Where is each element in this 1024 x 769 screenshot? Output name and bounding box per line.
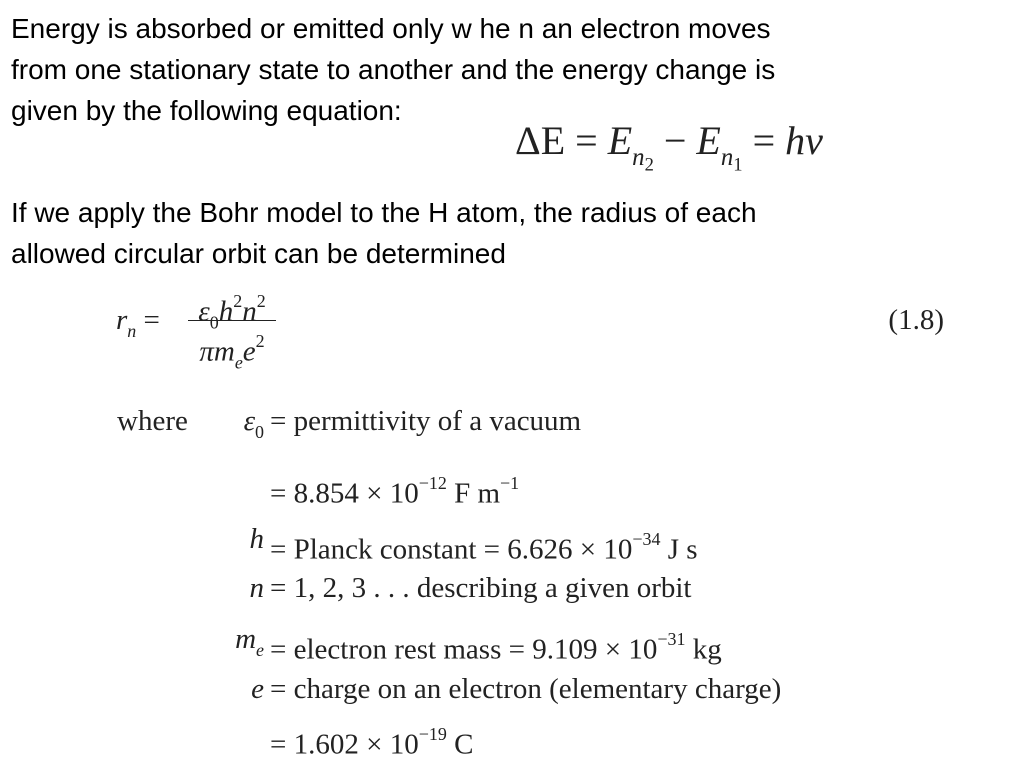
- definition-row: = $8.854 \times 10^{-12}$ F $m^{-1}$: [270, 473, 520, 510]
- definition-row: n = 1, 2, 3 . . . describing a given orbit: [270, 563, 691, 613]
- definition-row: = $1.602 \times 10^{-19}$ C: [270, 724, 474, 761]
- equals-sign: =: [565, 118, 608, 163]
- text-line: given by the following equation:: [11, 95, 402, 126]
- bohr-paragraph: [11, 192, 757, 274]
- subscript-n: n2: [632, 144, 654, 176]
- equation-number: (1.8): [888, 304, 944, 336]
- h-nu: hν: [785, 118, 823, 163]
- text-line: If we apply the Bohr model to the H atom, the radius of each: [11, 197, 757, 228]
- energy-change-equation: [515, 113, 823, 194]
- radius-equation: [116, 282, 956, 373]
- definition-symbol: n: [249, 572, 264, 604]
- definition-row: h = Planck constant = $6.626 \times 10^{-34}$ J s: [270, 514, 698, 564]
- definition-symbol: e: [251, 673, 264, 705]
- subscript-n: n1: [720, 144, 743, 176]
- text-line: Energy is absorbed or emitted only w he n an electron moves: [11, 13, 771, 44]
- equals-sign: =: [742, 118, 786, 163]
- radius-fraction: [184, 282, 280, 373]
- delta-e: ΔE: [515, 118, 566, 163]
- definition-row: $m_e$ = electron rest mass = $9.109 \times 10^{-31}$ kg: [270, 614, 722, 664]
- where-label: where: [117, 405, 188, 437]
- definition-row: e = charge on an electron (elementary charge): [270, 664, 781, 714]
- definition-row: $\varepsilon_0$ = permittivity of a vacuum: [270, 396, 581, 446]
- variable-definitions: [0, 396, 1024, 768]
- text-line: allowed circular orbit can be determined: [11, 238, 506, 269]
- fraction-numerator: $\varepsilon_0h^2n^2$: [198, 291, 266, 333]
- fraction-denominator: $\pi m_ee^2$: [199, 331, 265, 373]
- definition-symbol: $\varepsilon_0$: [243, 405, 264, 443]
- definition-symbol: h: [249, 523, 264, 555]
- radius-lhs: $r_n$ =: [116, 304, 160, 342]
- definition-symbol: $m_e$: [235, 623, 264, 661]
- energy-symbol: E: [607, 118, 633, 163]
- minus-sign: −: [653, 118, 697, 163]
- text-line: from one stationary state to another and the energy change is: [11, 54, 776, 85]
- energy-symbol: E: [696, 118, 721, 163]
